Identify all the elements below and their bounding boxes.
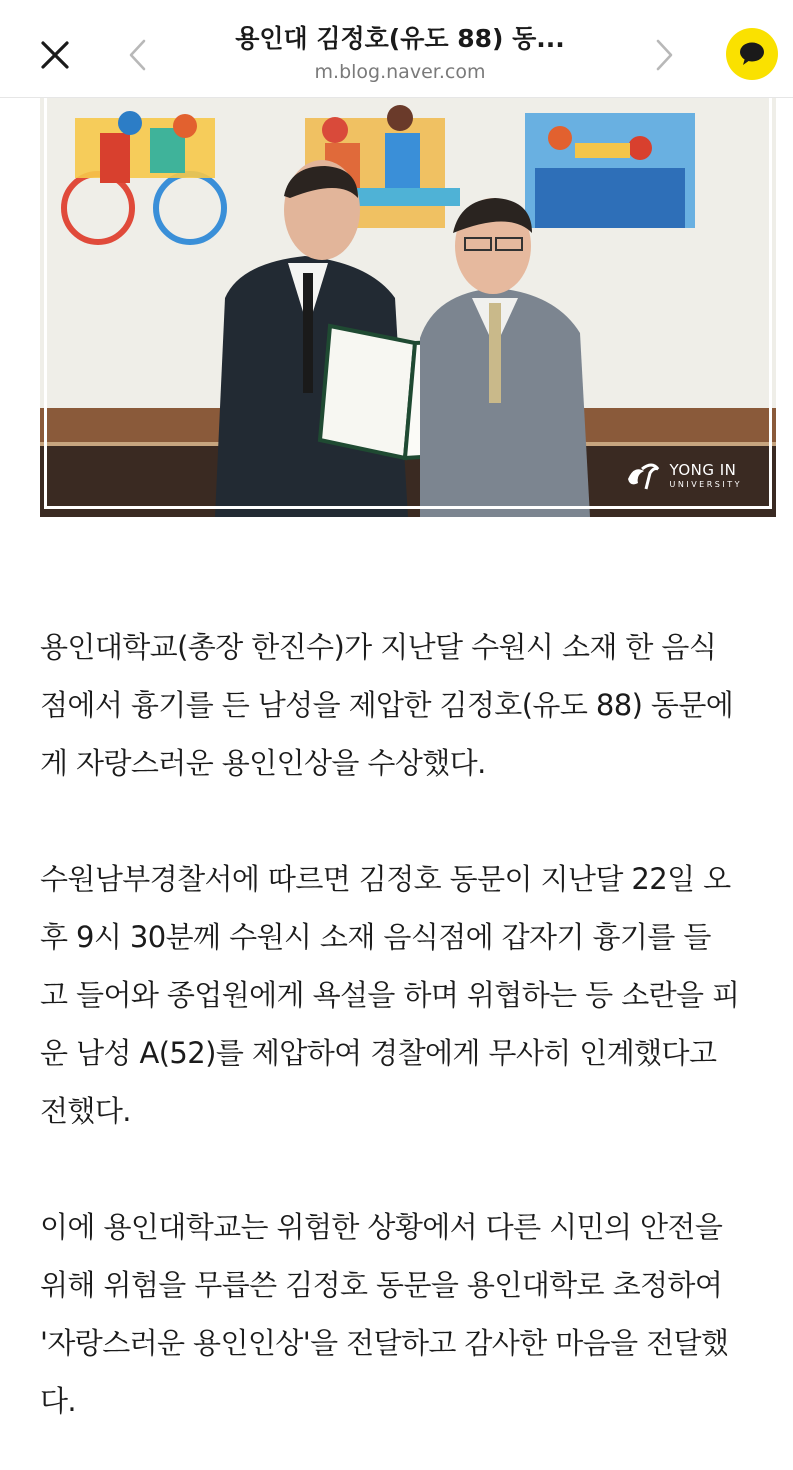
swimmer-artwork [525,113,695,228]
close-button[interactable] [30,30,80,80]
chevron-right-icon [652,38,676,72]
back-button[interactable] [116,30,160,80]
page-title: 용인대 김정호(유도 88) 동... [235,24,565,53]
forward-button[interactable] [642,30,686,80]
logo-text [670,463,743,489]
logo-line-1: YONG IN [669,461,737,479]
speech-bubble-icon [737,40,767,68]
chevron-left-icon [126,38,150,72]
article-photo [40,98,776,517]
photo-illustration [40,98,776,517]
logo-line-2: UNIVERSITY [669,480,742,489]
paragraph-spacer [40,1140,780,1198]
article-paragraph-1: 용인대학교(총장 한진수)가 지난달 수원시 소재 한 음식 점에서 흉기를 든 남성을 제압한 김정호(유도 88) 동문에 게 자랑스러운 용인인상을 수상했다. [40,630,734,780]
browser-top-bar [0,0,793,98]
article-paragraph-2: 수원남부경찰서에 따르면 김정호 동문이 지난달 22일 오 후 9시 30분께 수원시 소재 음식점에 갑자기 흉기를 들 고 들어와 종업원에게 욕설을 하며 위협하는 등 소란을 피 운 남성 A(52)를 제압하여 경찰에게 무사히 인계했다고 전했다. [40,862,740,1128]
yongin-university-logo [624,461,743,491]
article-body [40,618,780,1430]
article-paragraph-3: 이에 용인대학교는 위험한 상황에서 다른 시민의 안전을 위해 위험을 무릅쓴 김정호 동문을 용인대학로 초정하여 '자랑스러운 용인인상'을 전달하고 감사한 마음을 전달했 다. [40,1210,729,1418]
yongin-logo-icon [624,461,662,491]
page-url: m.blog.naver.com [314,61,486,83]
kakaotalk-share-button[interactable] [726,28,778,80]
page-title-area [190,22,610,84]
paragraph-spacer [40,792,780,850]
close-icon [39,39,71,71]
